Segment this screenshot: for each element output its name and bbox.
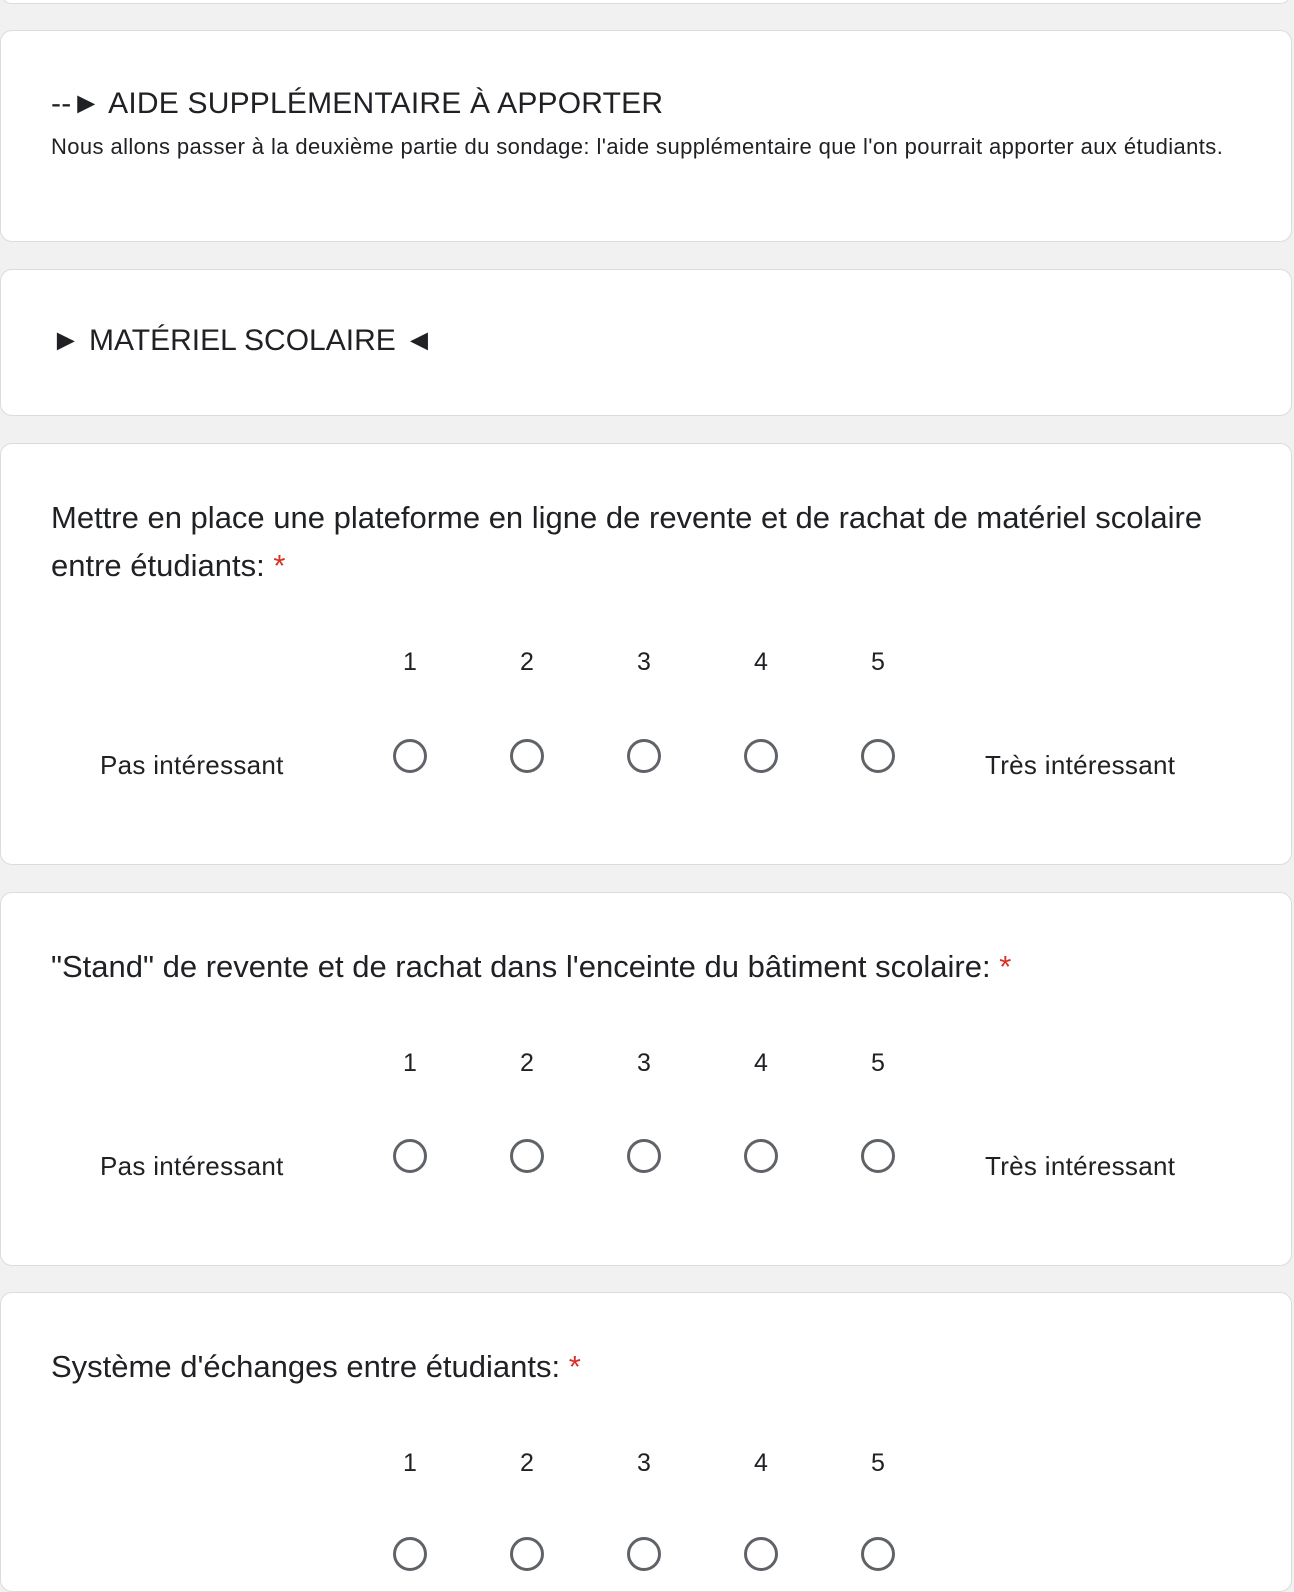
rating-radio-5[interactable] bbox=[861, 1139, 895, 1173]
previous-card bbox=[0, 0, 1292, 4]
scale-number-5: 5 bbox=[871, 1449, 885, 1477]
rating-radio-3[interactable] bbox=[627, 1139, 661, 1173]
rating-radio-4[interactable] bbox=[744, 1139, 778, 1173]
scale-number-4: 4 bbox=[754, 648, 768, 676]
subsection-card bbox=[0, 269, 1292, 416]
scale-number-2: 2 bbox=[520, 1449, 534, 1477]
subsection-title: ► MATÉRIEL SCOLAIRE ◄ bbox=[51, 324, 434, 357]
scale-number-3: 3 bbox=[637, 1449, 651, 1477]
rating-radio-2[interactable] bbox=[510, 1537, 544, 1571]
rating-radio-4[interactable] bbox=[744, 1537, 778, 1571]
rating-radio-1[interactable] bbox=[393, 1139, 427, 1173]
section-title: --► AIDE SUPPLÉMENTAIRE À APPORTER bbox=[51, 87, 664, 120]
scale-low-label: Pas intéressant bbox=[100, 750, 284, 780]
rating-radio-2[interactable] bbox=[510, 1139, 544, 1173]
required-asterisk: * bbox=[568, 1349, 581, 1384]
rating-radio-2[interactable] bbox=[510, 739, 544, 773]
rating-radio-3[interactable] bbox=[627, 1537, 661, 1571]
scale-low-label: Pas intéressant bbox=[100, 1151, 284, 1181]
required-asterisk: * bbox=[273, 548, 286, 583]
scale-number-3: 3 bbox=[637, 1049, 651, 1077]
scale-number-5: 5 bbox=[871, 1049, 885, 1077]
scale-number-1: 1 bbox=[403, 1049, 417, 1077]
question-title: Système d'échanges entre étudiants: * bbox=[51, 1349, 581, 1384]
scale-number-2: 2 bbox=[520, 648, 534, 676]
question-title: Mettre en place une plateforme en ligne de revente et de rachat de matériel scolaire entre étudiants: * bbox=[51, 500, 1203, 583]
required-asterisk: * bbox=[999, 949, 1012, 984]
rating-radio-4[interactable] bbox=[744, 739, 778, 773]
section-description: Nous allons passer à la deuxième partie du sondage: l'aide supplémentaire que l'on pourrait apporter aux étudiants. bbox=[51, 134, 1224, 159]
rating-radio-3[interactable] bbox=[627, 739, 661, 773]
section-header-card bbox=[0, 30, 1292, 242]
scale-number-1: 1 bbox=[403, 1449, 417, 1477]
question-card-1 bbox=[0, 443, 1292, 865]
scale-number-4: 4 bbox=[754, 1049, 768, 1077]
question-title: "Stand" de revente et de rachat dans l'enceinte du bâtiment scolaire: * bbox=[51, 949, 1012, 984]
scale-number-2: 2 bbox=[520, 1049, 534, 1077]
rating-radio-1[interactable] bbox=[393, 1537, 427, 1571]
scale-high-label: Très intéressant bbox=[985, 750, 1176, 780]
question-card-2 bbox=[0, 892, 1292, 1266]
rating-radio-5[interactable] bbox=[861, 739, 895, 773]
scale-number-4: 4 bbox=[754, 1449, 768, 1477]
question-card-3 bbox=[0, 1292, 1292, 1592]
scale-number-3: 3 bbox=[637, 648, 651, 676]
scale-high-label: Très intéressant bbox=[985, 1151, 1176, 1181]
rating-radio-1[interactable] bbox=[393, 739, 427, 773]
scale-number-1: 1 bbox=[403, 648, 417, 676]
scale-number-5: 5 bbox=[871, 648, 885, 676]
rating-radio-5[interactable] bbox=[861, 1537, 895, 1571]
